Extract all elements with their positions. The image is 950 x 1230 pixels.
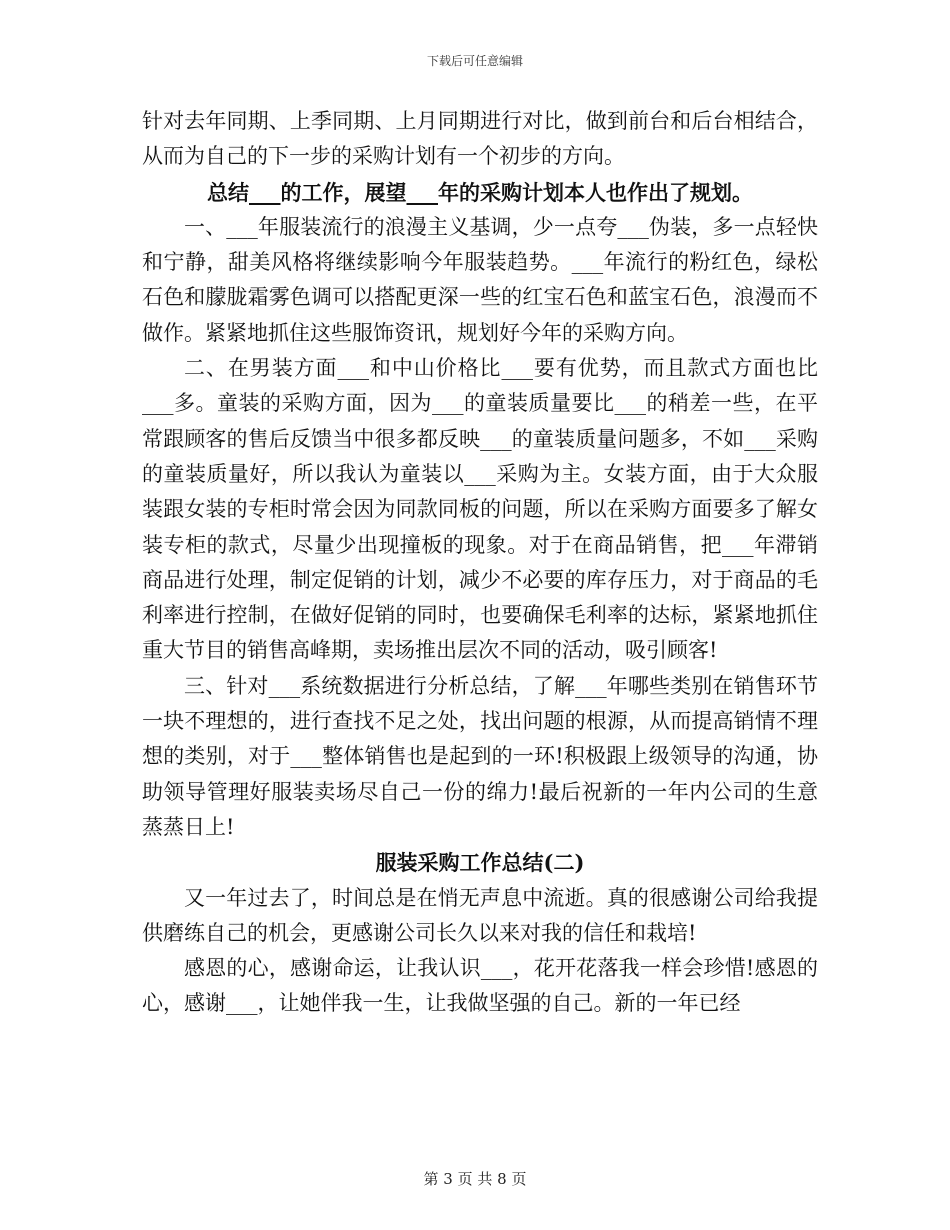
section-heading-plan: 总结___的工作，展望___年的采购计划本人也作出了规划。 bbox=[207, 179, 753, 205]
paragraph-system-data: 三、针对___系统数据进行分析总结，了解___年哪些类别在销售环节一块不理想的，进行查找不足之处，找出问题的根源，从而提高销情不理想的类别，对于___整体销售也是起到的一环!积极跟上级领导的沟通，协助领导管理好服装卖场尽自己一份的绵力!最后祝新的一年内公司的生意蒸蒸日上! bbox=[142, 673, 818, 839]
page-number: 第 3 页 共 8 页 bbox=[423, 1170, 527, 1188]
paragraph-fashion-trend: 一、___年服装流行的浪漫主义基调，少一点夸___伪装，多一点轻快和宁静，甜美风格将继续影响今年服装趋势。___年流行的粉红色，绿松石色和朦胧霜雾色调可以搭配更深一些的红宝石色和蓝宝石色，浪漫而不做作。紧紧地抓住这些服饰资讯，规划好今年的采购方向。 bbox=[142, 214, 818, 345]
paragraph-comparison: 针对去年同期、上季同期、上月同期进行对比，做到前台和后台相结合，从而为自己的下一步的采购计划有一个初步的方向。 bbox=[142, 109, 818, 169]
section-heading-summary-two: 服装采购工作总结(二) bbox=[375, 850, 585, 876]
document-body bbox=[142, 104, 818, 1022]
page-header-note: 下载后可任意编辑 bbox=[426, 54, 523, 68]
paragraph-year-passed: 又一年过去了，时间总是在悄无声息中流逝。真的很感谢公司给我提供磨练自己的机会，更感谢公司长久以来对我的信任和栽培! bbox=[142, 885, 818, 945]
paragraph-menswear-kidswear: 二、在男装方面___和中山价格比___要有优势，而且款式方面也比___多。童装的采购方面，因为___的童装质量要比___的稍差一些，在平常跟顾客的售后反馈当中很多都反映___的童装质量问题多，不如___采购的童装质量好，所以我认为童装以___采购为主。女装方面，由于大众服装跟女装的专柜时常会因为同款同板的问题，所以在采购方面要多了解女装专柜的款式，尽量少出现撞板的现象。对于在商品销售，把___年滞销商品进行处理，制定促销的计划，减少不必要的库存压力，对于商品的毛利率进行控制，在做好促销的同时，也要确保毛利率的达标，紧紧地抓住重大节目的销售高峰期，卖场推出层次不同的活动，吸引顾客! bbox=[142, 356, 818, 663]
paragraph-gratitude: 感恩的心，感谢命运，让我认识___，花开花落我一样会珍惜!感恩的心，感谢___，让她伴我一生，让我做坚强的自己。新的一年已经 bbox=[142, 956, 818, 1016]
